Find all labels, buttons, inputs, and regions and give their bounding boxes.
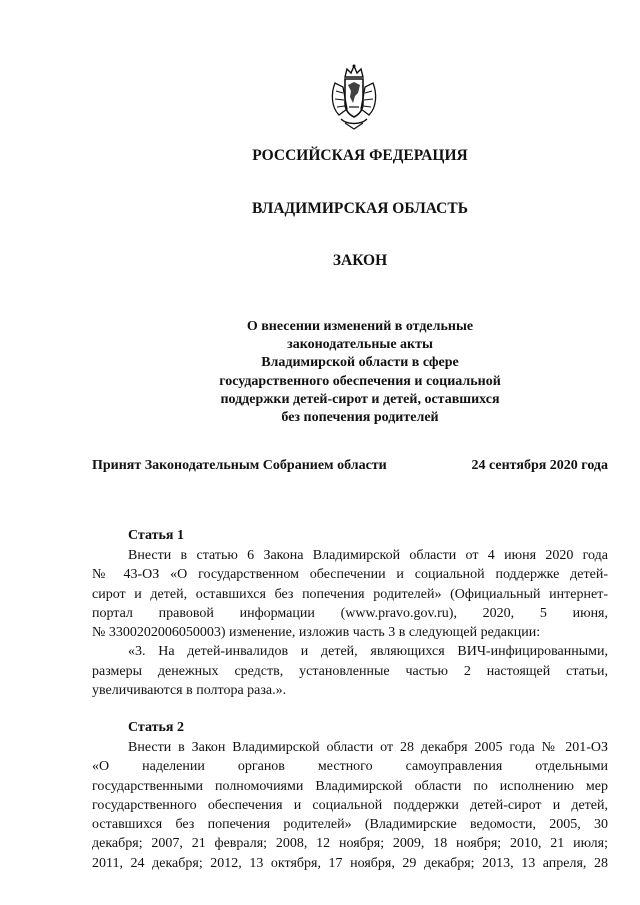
text-line: портал правовой информации (www.pravo.gov.ru), 2020, 5 июня, (92, 605, 608, 621)
text-line: 2011, 24 декабря; 2012, 13 октября, 17 ноября, 29 декабря; 2013, 13 апреля, 28 (92, 855, 608, 871)
law-title-line: без попечения родителей (281, 410, 439, 426)
law-title (60, 318, 640, 427)
adoption-date: 24 сентября 2020 года (471, 458, 608, 473)
article-2-body (92, 738, 608, 873)
adopted-by: Принят Законодательным Собранием области (92, 458, 387, 473)
text-line: государственного обеспечения и социальной поддержки детей-сирот и детей, (92, 797, 608, 813)
law-title-line: государственного обеспечения и социальной (219, 373, 501, 389)
law-title-line: законодательные акты (287, 337, 433, 353)
article-1-heading: Статья 1 (128, 528, 184, 543)
text-line: увеличиваются в полтора раза.». (92, 683, 287, 699)
coat-of-arms-emblem (329, 63, 379, 131)
text-line: сирот и детей, оставшихся без попечения родителей» (Официальный интернет- (92, 586, 608, 602)
text-line: № 43-ОЗ «О государственном обеспечении и социальной поддержке детей- (92, 567, 608, 583)
country-heading: РОССИЙСКАЯ ФЕДЕРАЦИЯ (252, 147, 468, 164)
article-1-body (92, 546, 608, 700)
text-line: декабря; 2007, 21 февраля; 2008, 12 ноября; 2009, 18 ноября; 2010, 21 июля; (92, 836, 608, 852)
text-line: оставшихся без попечения родителей» (Владимирские ведомости, 2005, 30 (92, 817, 608, 833)
document-type-heading: ЗАКОН (332, 252, 388, 269)
text-line: Внести в статью 6 Закона Владимирской области от 4 июня 2020 года (128, 548, 608, 563)
region-heading: ВЛАДИМИРСКАЯ ОБЛАСТЬ (252, 200, 468, 217)
adoption-line (92, 458, 608, 474)
law-title-line: поддержки детей-сирот и детей, оставшихся (220, 391, 500, 407)
text-line: размеры денежных средств, установленные частью 2 настоящей статьи, (92, 663, 608, 679)
text-line: государственными полномочиями Владимирской области по исполнению мер (92, 778, 608, 794)
text-line: «О наделении органов местного самоуправления отдельными (92, 759, 608, 775)
text-line: № 3300202006050003) изменение, изложив часть 3 в следующей редакции: (92, 625, 541, 641)
article-2-heading: Статья 2 (128, 720, 184, 735)
text-line: «3. На детей-инвалидов и детей, являющихся ВИЧ-инфицированными, (128, 644, 608, 660)
law-title-line: Владимирской области в сфере (261, 355, 459, 371)
text-line: Внести в Закон Владимирской области от 28 декабря 2005 года № 201-ОЗ (128, 740, 608, 755)
law-title-line: О внесении изменений в отдельные (246, 319, 474, 334)
